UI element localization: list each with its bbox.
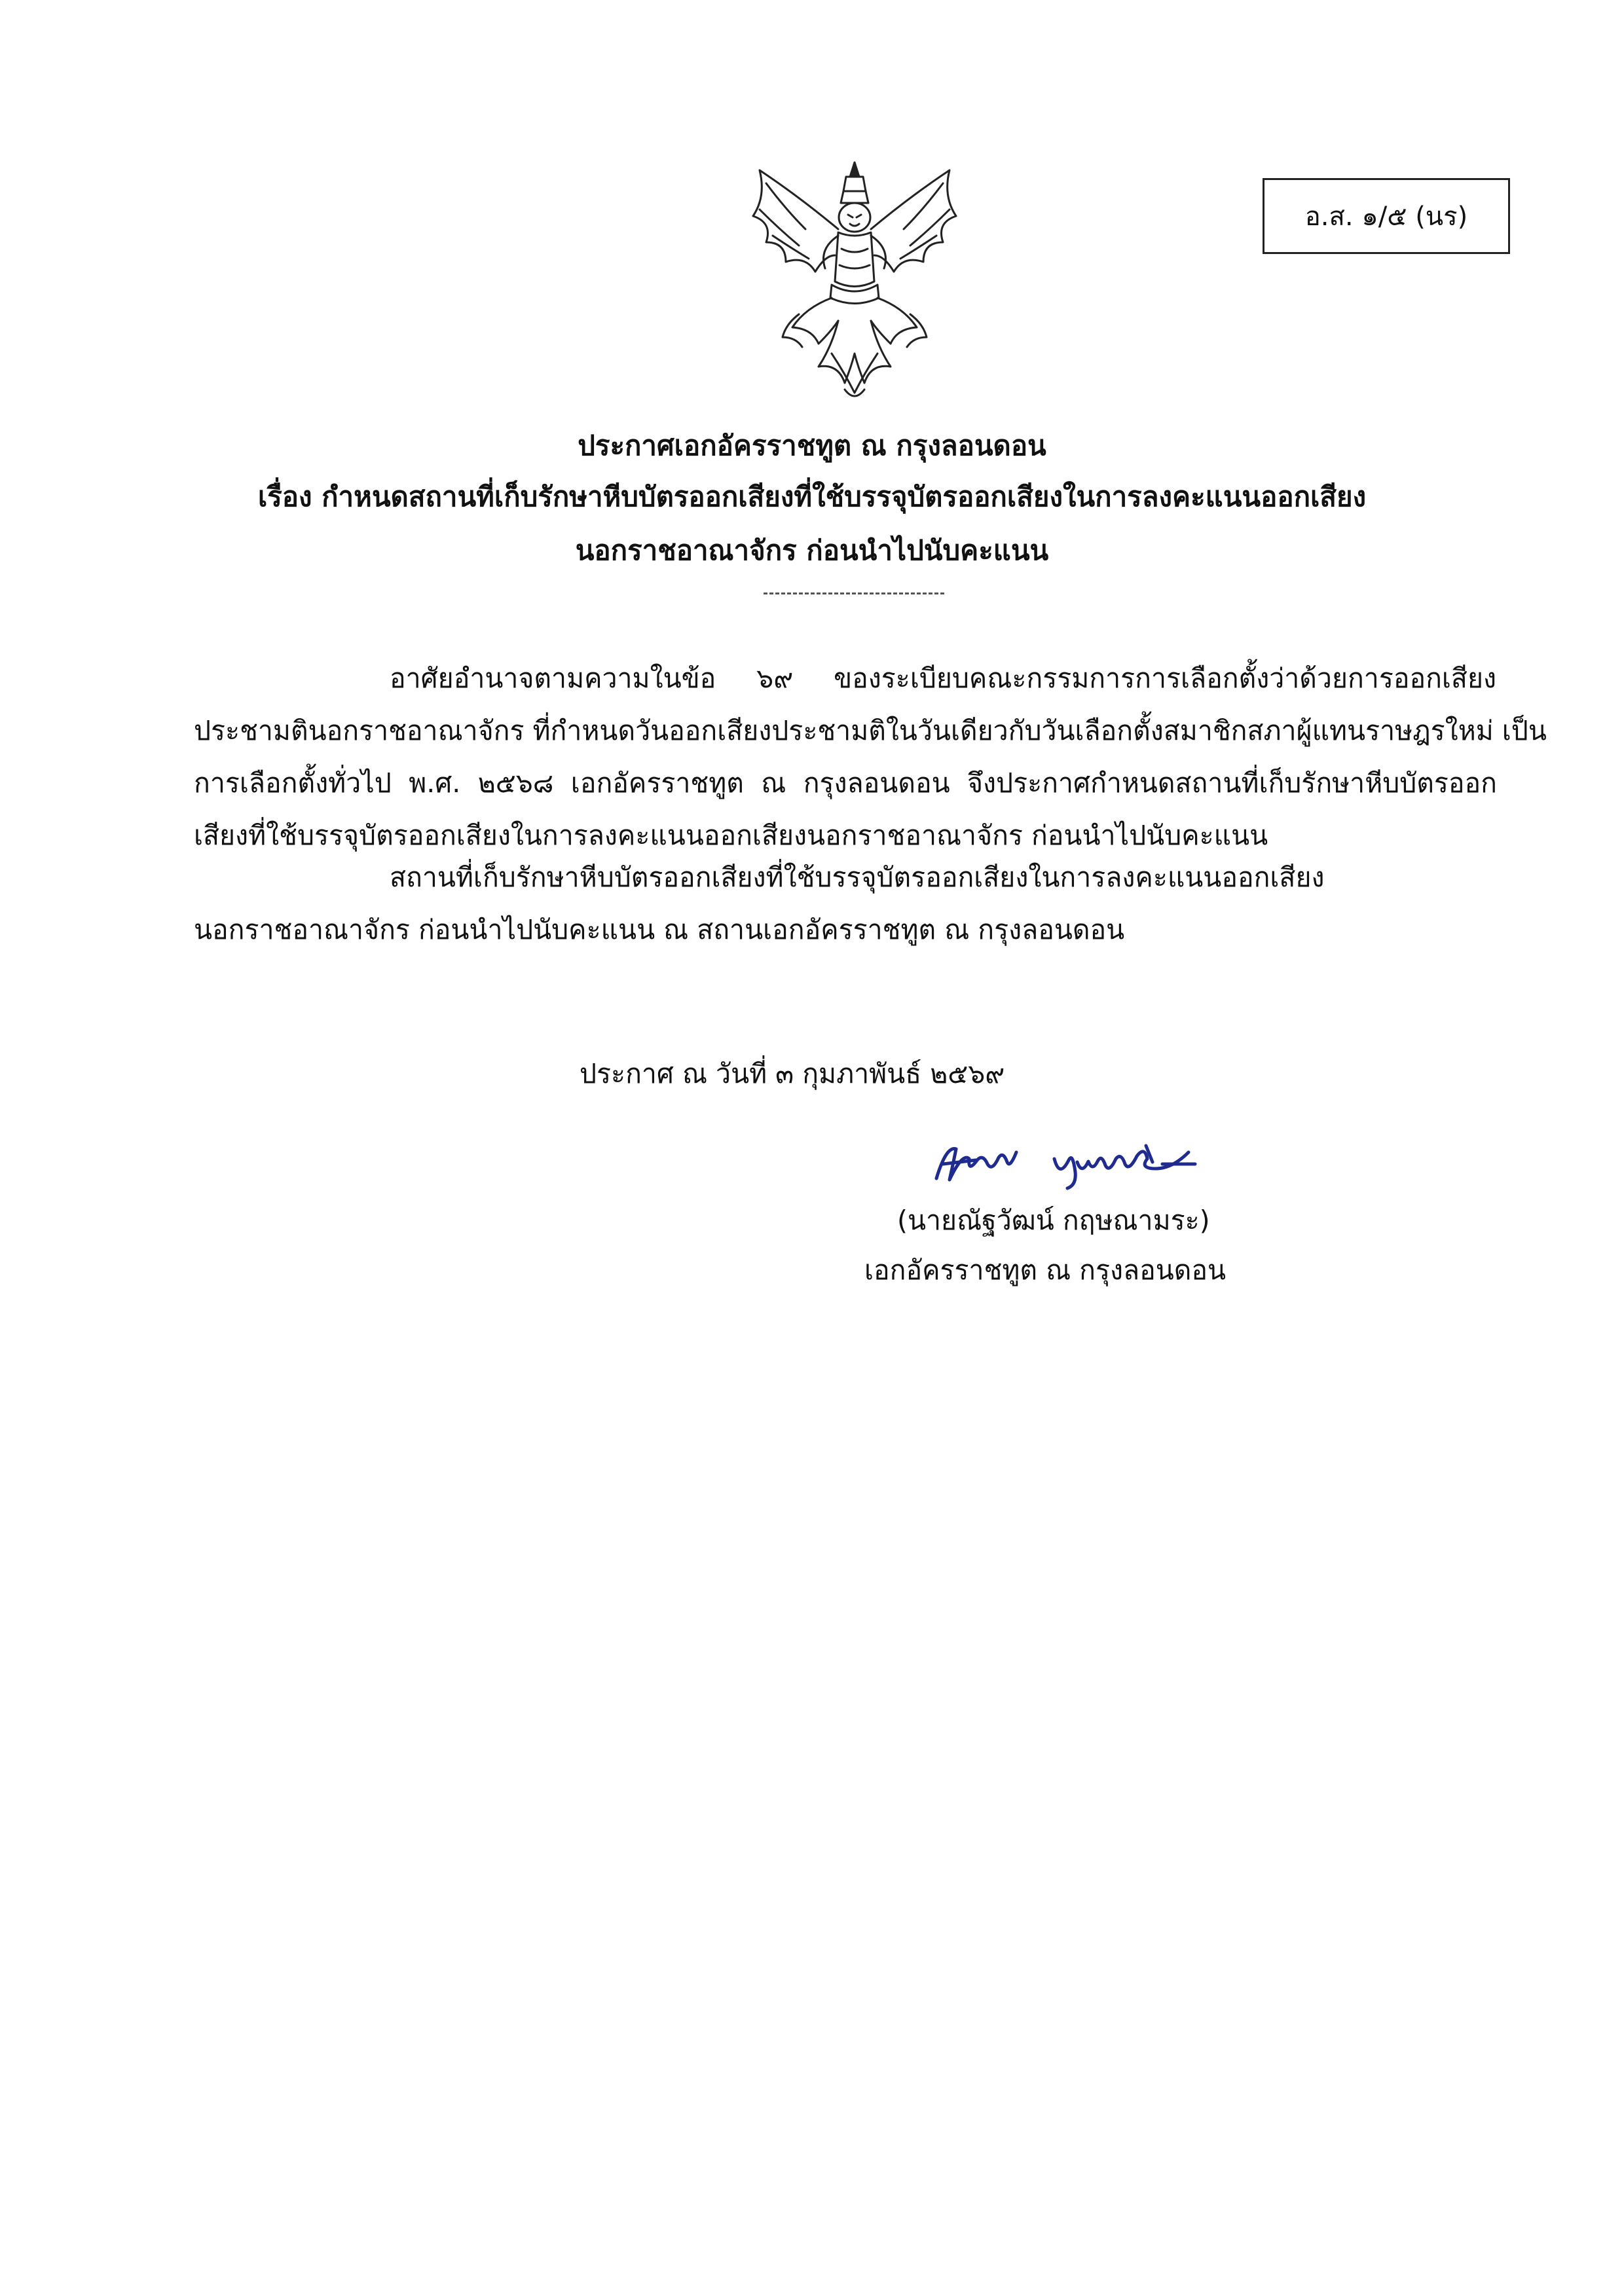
garuda-emblem-icon — [740, 157, 969, 406]
body-line-2: ประชามตินอกราชอาณาจักร ที่กำหนดวันออกเสียงประชามติในวันเดียวกับวันเลือกตั้งสมาชิกสภาผู้แทนราษฎรใหม่ เป็น — [194, 715, 1547, 746]
announcement-title: ประกาศเอกอัครราชทูต ณ กรุงลอนดอน — [578, 429, 1046, 462]
body-line-4: เสียงที่ใช้บรรจุบัตรออกเสียงในการลงคะแนนออกเสียงนอกราชอาณาจักร ก่อนนำไปนับคะแนน — [194, 820, 1268, 851]
announcement-date: ประกาศ ณ วันที่ ๓ กุมภาพันธ์ ๒๕๖๙ — [580, 1058, 1005, 1089]
body-line-1: อาศัยอำนาจตามความในข้อ ๖๙ ของระเบียบคณะกรรมการการเลือกตั้งว่าด้วยการออกเสียง — [390, 663, 1496, 694]
form-code: อ.ส. ๑/๕ (นร) — [1304, 202, 1468, 232]
announcement-subject: เรื่อง กำหนดสถานที่เก็บรักษาหีบบัตรออกเสียงที่ใช้บรรจุบัตรออกเสียงในการลงคะแนนออกเสียง — [257, 481, 1367, 513]
handwritten-signature — [930, 1133, 1205, 1192]
signer-name: (นายณัฐวัฒน์ กฤษณามระ) — [897, 1205, 1210, 1236]
signer-title: เอกอัครราชทูต ณ กรุงลอนดอน — [864, 1254, 1227, 1286]
body-line-6: นอกราชอาณาจักร ก่อนนำไปนับคะแนน ณ สถานเอกอัครราชทูต ณ กรุงลอนดอน — [194, 914, 1125, 945]
body-line-3: การเลือกตั้งทั่วไป พ.ศ. ๒๕๖๘ เอกอัครราชทูต ณ กรุงลอนดอน จึงประกาศกำหนดสถานที่เก็บรักษาหีบบัตรออก — [194, 767, 1497, 799]
announcement-subject-cont: นอกราชอาณาจักร ก่อนนำไปนับคะแนน — [575, 534, 1049, 566]
divider — [764, 592, 944, 594]
body-line-5: สถานที่เก็บรักษาหีบบัตรออกเสียงที่ใช้บรรจุบัตรออกเสียงในการลงคะแนนออกเสียง — [390, 862, 1325, 893]
form-code-box — [1263, 178, 1510, 254]
